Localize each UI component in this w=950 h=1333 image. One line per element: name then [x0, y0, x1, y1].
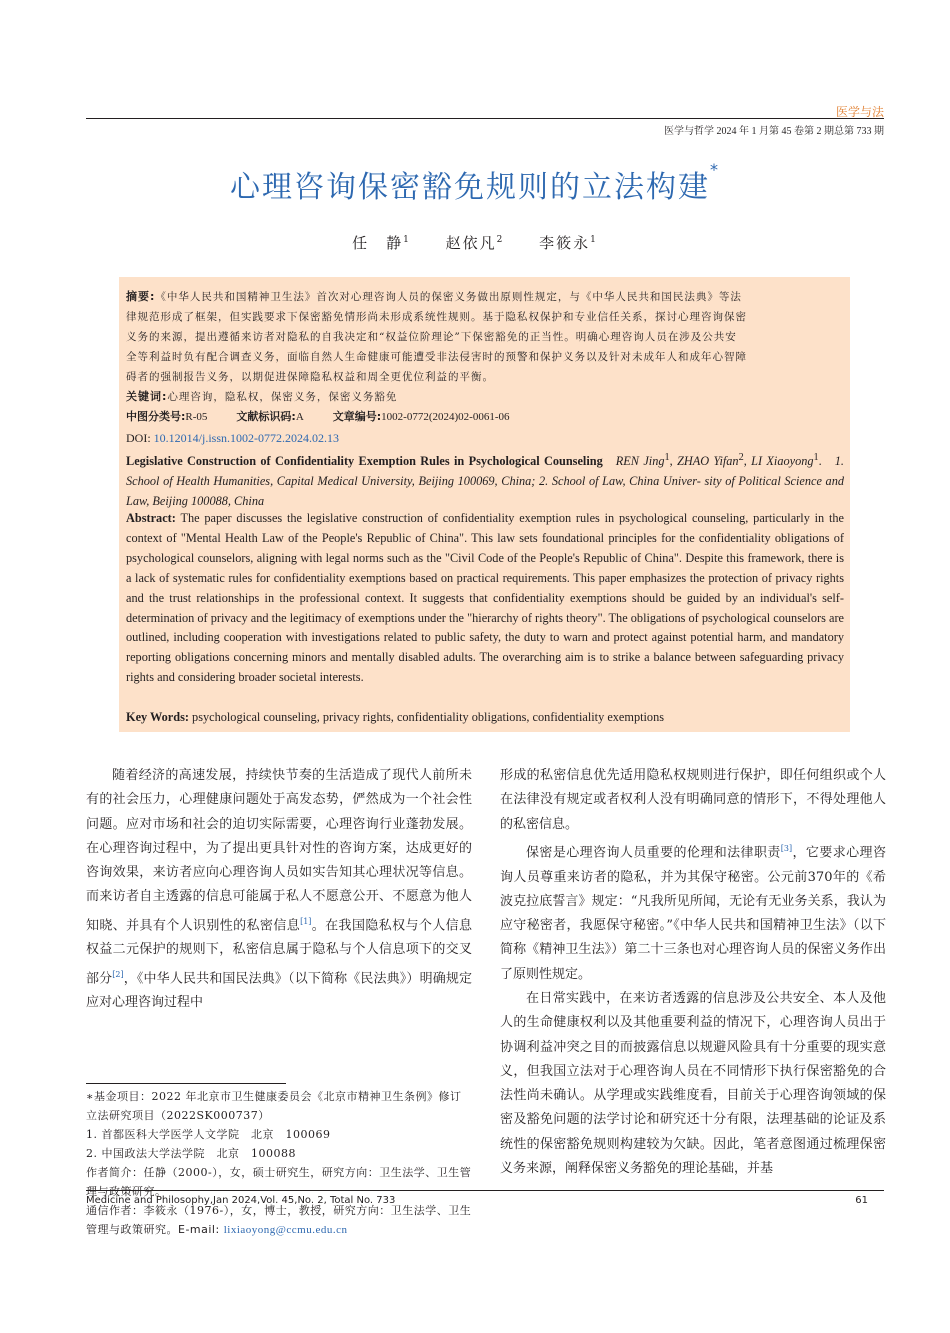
abstract-cn	[126, 287, 844, 387]
classification-line: 中图分类号:R-05 文献标识码:A 文章编号:1002-0772(2024)02-0061-06	[126, 410, 510, 423]
email-link[interactable]: lixiaoyong@ccmu.edu.cn	[223, 1224, 348, 1236]
footnote-rule	[86, 1083, 286, 1084]
citation[interactable]: [3]	[780, 843, 793, 853]
english-title: Legislative Construction of Confidentiality Exemption Rules in Psychological Counseling	[126, 454, 603, 469]
affiliation-note: 2. 中国政法大学法学院 北京 100088	[86, 1147, 296, 1160]
citation[interactable]: [1]	[300, 916, 312, 926]
abstract-cn-line: 义务的来源，提出遵循来访者对隐私的自我决定和“权益位阶理论”下保密豁免的正当性。明确心理咨询人员在涉及公共安	[126, 331, 737, 343]
abstract-cn-line: 碍者的强制报告义务，以期促进保障隐私权益和周全更优位利益的平衡。	[126, 371, 494, 383]
corresponding-author: 通信作者：李筱永（1976-），女，博士，教授，研究方向：卫生法学、卫生管理与政策研究。E-mail: lixiaoyong@ccmu.edu.cn	[86, 1204, 472, 1236]
doi-line: DOI: 10.12014/j.issn.1002-0772.2024.02.13	[126, 431, 340, 445]
english-abstract: Abstract: The paper discusses the legislative construction of confidentiality exemption rules in psychological counseling, particularly in the context of "Mental Health Law of the People's Republic of China". This law sets foundational principles for the confidentiality obligations of psychological counselors, aligning with legal norms such as the "Civil Code of the People's Republic of China". Despite this framework, there is a lack of systematic rules for confidentiality exemptions based on practical requirements. This paper emphasizes the protection of privacy rights and the trust relationships in the professional context. It suggests that confidentiality exemptions should be guided by an individual's self-determination of privacy and the legitimacy of exemptions under the "hierarchy of rights theory". The obligations of psychological counselors are outlined, including cooperation with investigations related to public safety, the duty to warn and protect against potential harm, and mandatory reporting obligations concerning minors and mentally disabled adults. The overarching aim is to strike a balance between safeguarding privacy rights and considering broader societal interests.	[126, 511, 845, 685]
fund-note: ∗基金项目：2022 年北京市卫生健康委员会《北京市精神卫生条例》修订立法研究项目（2022SK000737）	[86, 1090, 462, 1122]
page-number: 61	[855, 1195, 868, 1206]
footer-rule	[86, 1190, 884, 1191]
english-affiliation: 1. School of Health Humanities, Capital Medical University, Beijing 100069, China; 2. School of Law, China Univer-	[126, 454, 844, 488]
page-title	[0, 162, 950, 206]
keywords-cn: 关键词:心理咨询，隐私权，保密义务，保密义务豁免	[126, 390, 398, 403]
footnotes	[86, 1087, 472, 1240]
abstract-cn-line: 全等利益时负有配合调查义务，面临自然人生命健康可能遭受非法侵害时的预警和保护义务以及针对未成年人和成年心智障	[126, 351, 747, 363]
abstract-cn-line: 律规范形成了框架，但实践要求下保密豁免情形尚未形成系统性规则。基于隐私权保护和专业信任关系，探讨心理咨询保密	[126, 311, 747, 323]
paragraph: 形成的私密信息优先适用隐私权规则进行保护，即任何组织或个人在法律没有规定或者权利人没有明确同意的情形下，不得处理他人的私密信息。	[500, 768, 886, 832]
body-right-column	[500, 764, 886, 1181]
header-rule	[86, 118, 884, 119]
title-text: 心理咨询保密豁免规则的立法构建	[230, 170, 710, 205]
english-affiliation: sity of Political Science and Law, Beijing 100088, China	[126, 474, 845, 508]
author: 李筱永$^1$	[539, 234, 598, 252]
title-footnote-mark: *	[710, 160, 720, 179]
footer-citation: Medicine and Philosophy,Jan 2024,Vol. 45,No. 2, Total No. 733	[86, 1195, 396, 1206]
paragraph: 在日常实践中，在来访者透露的信息涉及公共安全、本人及他人的生命健康权利以及其他重要利益的情况下，心理咨询人员出于协调利益冲突之目的而披露信息以规避风险具有十分重要的现实意义，但我国立法对于心理咨询人员在不同情形下执行保密豁免的合法性尚未确认。从学理或实践维度看，目前关于心理咨询领域的保密及豁免问题的法学讨论和研究还十分有限，法理基础的论证及系统性的保密豁免规则构建较为欠缺。因此，笔者意图通过梳理保密义务来源，阐释保密义务豁免的理论基础，并基	[500, 991, 886, 1177]
body-left-column	[86, 764, 472, 1016]
citation[interactable]: [2]	[112, 969, 124, 979]
doi-link[interactable]: 10.12014/j.issn.1002-0772.2024.02.13	[153, 431, 340, 445]
english-keywords: Key Words: psychological counseling, privacy rights, confidentiality obligations, confidentiality exemptions	[126, 710, 665, 724]
abstract-cn-label: 摘要:	[126, 290, 156, 303]
english-title-block: Legislative Construction of Confidentiality Exemption Rules in Psychological Counseling REN Jing$^1$, ZHAO Yifan$^2$, LI Xiaoyong$^1$. 1. School of Health Humanities, Capital Medical University, Beijing 100069, China; 2. School of Law, China Univer- sity of Political Science and Law, Beijing 100088, China	[126, 452, 845, 508]
paragraph: 保密是心理咨询人员重要的伦理和法律职责[3]，它要求心理咨询人员尊重来访者的隐私，并为其保守秘密。公元前370年的《希波克拉底誓言》规定：“凡我所见所闻，无论有无业务关系，我认为应守秘密者，我愿保守秘密。”《中华人民共和国精神卫生法》（以下简称《精神卫生法》）第二十三条也对心理咨询人员的保密义务作出了原则性规定。	[500, 843, 886, 982]
paragraph: 随着经济的高速发展，持续快节奏的生活造成了现代人前所未有的社会压力，心理健康问题处于高发态势，俨然成为一个社会性问题。应对市场和社会的迫切实际需要，心理咨询行业蓬勃发展。在心理咨询过程中，为了提出更具针对性的咨询方案，达成更好的咨询效果，来访者应向心理咨询人员如实告知其心理状况等信息。而来访者自主透露的信息可能属于私人不愿意公开、不愿意为他人知晓、并具有个人识别性的私密信息[1]。在我国隐私权与个人信息权益二元保护的规则下，私密信息属于隐私与个人信息项下的交叉部分[2]，《中华人民共和国民法典》（以下简称《民法典》）明确规定应对心理咨询过程中	[86, 768, 472, 1011]
abstract-cn-line: 《中华人民共和国精神卫生法》首次对心理咨询人员的保密义务做出原则性规定，与《中华人民共和国民法典》等法	[155, 291, 742, 303]
affiliation-note: 1. 首都医科大学医学人文学院 北京 100069	[86, 1128, 331, 1141]
author: 任 静$^1$	[352, 234, 411, 252]
author-bio: 作者简介：任静（2000-），女，硕士研究生，研究方向：卫生法学、卫生管理与政策研究。	[86, 1166, 472, 1198]
section-label: 医学与法	[835, 105, 884, 119]
journal-info: 医学与哲学 2024 年 1 月第 45 卷第 2 期总第 733 期	[664, 126, 884, 137]
author: 赵依凡$^2$	[445, 234, 505, 252]
author-list	[0, 232, 950, 253]
